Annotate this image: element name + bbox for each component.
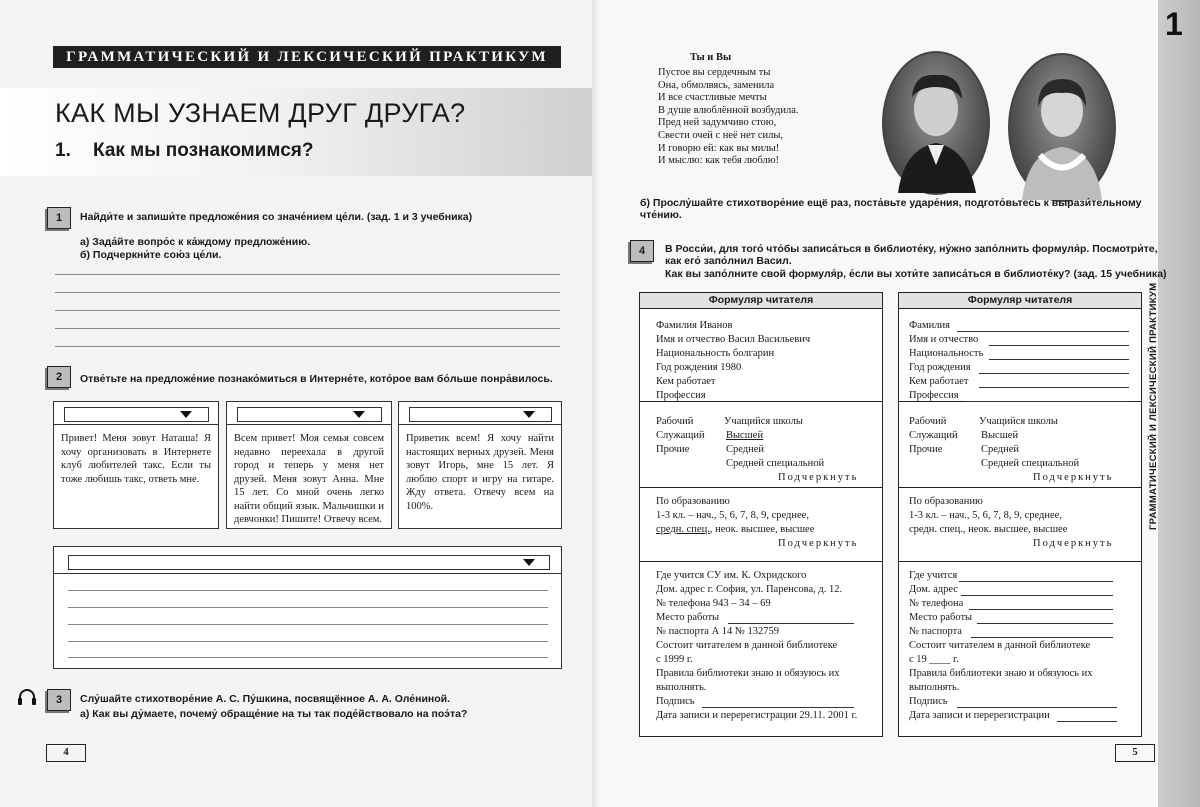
form-line[interactable]: средн. спец., неок. высшее, высшее	[909, 524, 1068, 535]
form-line: Дата записи и перерегистрации 29.11. 2001 г.	[656, 710, 858, 721]
task-1a: а) Зада́йте вопро́с к ка́ждому предложе́нию.	[80, 236, 311, 248]
message-card-anna	[226, 401, 392, 529]
form-line: Фамилия	[909, 320, 950, 331]
form-line: Где учится СУ им. К. Охридского	[656, 570, 807, 581]
blank-line[interactable]	[989, 359, 1129, 360]
poem-title: Ты и Вы	[690, 52, 732, 63]
option-student: Учащийся школы	[724, 416, 803, 427]
form-line: Имя и отчество	[909, 334, 979, 345]
form-line: По образованию	[656, 496, 730, 507]
answer-line[interactable]	[68, 657, 548, 658]
chevron-down-icon	[180, 411, 192, 418]
headphones-icon	[17, 688, 37, 711]
answer-line[interactable]	[68, 607, 548, 608]
divider	[399, 424, 561, 425]
form-line: Правила библиотеки знаю и обязуюсь их	[656, 668, 840, 679]
form-line: Год рождения	[909, 362, 971, 373]
task-2-number: 2	[47, 366, 71, 388]
divider	[54, 573, 561, 574]
form-line: Имя и отчество Васил Васильевич	[656, 334, 811, 345]
signature-line	[702, 707, 854, 708]
answer-line[interactable]	[55, 274, 560, 275]
option-employee[interactable]: Служащий	[909, 430, 958, 441]
blank-line[interactable]	[957, 331, 1129, 332]
form-line: № паспорта	[909, 626, 962, 637]
reply-box	[53, 546, 562, 669]
form-section-occupation	[640, 401, 882, 488]
poem-line: И все счастливые мечты	[658, 92, 767, 104]
form-line: Кем работает	[909, 376, 969, 387]
message-text: Всем привет! Моя семья совсем недавно переехала в другой город и теперь у меня нет друзей. Меня зовут Анна. Мне 15 лет. Со мной очень легко найти общий язык. Мальчишки и девчонки! Пишите! Отвечу всем.	[234, 433, 384, 525]
form-line: Где учится	[909, 570, 958, 581]
page-title: КАК МЫ УЗНАЕМ ДРУГ ДРУГА?	[55, 98, 466, 128]
blank-line[interactable]	[969, 609, 1113, 610]
pushkin-portrait	[882, 51, 990, 195]
blank-line[interactable]	[989, 345, 1129, 346]
section-heading	[55, 140, 313, 162]
underline-instruction: Подчеркнуть	[1033, 538, 1114, 549]
underline-instruction: Подчеркнуть	[778, 538, 859, 549]
underline-instruction: Подчеркнуть	[778, 472, 859, 483]
form-line: Профессия	[909, 390, 959, 401]
form-line: Кем работает	[656, 376, 716, 387]
poem-line: Она, обмолвясь, заменила	[658, 79, 775, 91]
task-1-text: Найди́те и запиши́те предложе́ния со значе́нием це́ли. (зад. 1 и 3 учебника)	[80, 211, 473, 223]
form-line: выполнять.	[656, 682, 707, 693]
signature-line[interactable]	[957, 707, 1117, 708]
blank-line[interactable]	[979, 373, 1129, 374]
dropdown[interactable]	[409, 407, 552, 422]
olenina-portrait	[1008, 53, 1116, 202]
form-line: 1-3 кл. – нач., 5, 6, 7, 8, 9, среднее,	[656, 510, 809, 521]
dropdown[interactable]	[237, 407, 382, 422]
form-title: Формуляр читателя	[640, 293, 882, 309]
option-higher: Высшей	[726, 430, 764, 441]
task-1b: б) Подчеркни́те сою́з це́ли.	[80, 249, 222, 261]
form-line	[656, 523, 814, 537]
form-line: Национальность	[909, 348, 984, 359]
task-4-number: 4	[630, 240, 654, 262]
page-number-left: 4	[46, 744, 86, 762]
side-label: ГРАММАТИЧЕСКИЙ И ЛЕКСИЧЕСКИЙ ПРАКТИКУМ	[1148, 282, 1159, 530]
message-card-igor	[398, 401, 562, 529]
option-secondary[interactable]: Средней	[981, 444, 1020, 455]
option-employee: Служащий	[656, 430, 705, 441]
chevron-down-icon	[353, 411, 365, 418]
form-line: Дата записи и перерегистрации	[909, 710, 1050, 721]
poem-line: Пред ней задумчиво стою,	[658, 117, 777, 129]
chevron-down-icon	[523, 559, 535, 566]
selected-option: средн. спец.	[656, 524, 710, 535]
option-higher[interactable]: Высшей	[981, 430, 1019, 441]
answer-line[interactable]	[55, 328, 560, 329]
chevron-down-icon	[523, 411, 535, 418]
form-title: Формуляр читателя	[899, 293, 1141, 309]
underline-instruction: Подчеркнуть	[1033, 472, 1114, 483]
task-4-line1: В Росси́и, для того́ что́бы записа́ться в библиоте́ку, ну́жно запо́лнить формуля́р. Посмотри́те,	[665, 243, 1158, 255]
option-worker: Рабочий	[656, 416, 694, 427]
message-text: Привет! Меня зовут Наташа! Я хочу организовать в Интернете клуб любителей такс. Если ты тоже любишь такс, ответь мне.	[61, 433, 211, 485]
task-3-number: 3	[47, 689, 71, 711]
form-line[interactable]: с 19 ____ г.	[909, 654, 959, 665]
form-line: Место работы	[656, 612, 720, 623]
form-line: Национальность болгарин	[656, 348, 775, 359]
option-secondary: Средней	[726, 444, 765, 455]
poem-line: Пустое вы сердечным ты	[658, 67, 771, 78]
form-line: Профессия	[656, 390, 706, 401]
form-line: № телефона	[909, 598, 964, 609]
form-line: № паспорта А 14 № 132759	[656, 626, 780, 637]
form-line: Состоит читателем в данной библиотеке	[909, 640, 1091, 651]
blank-line[interactable]	[979, 387, 1129, 388]
blank-line[interactable]	[959, 581, 1113, 582]
book-spine	[592, 0, 600, 807]
form-line: № телефона 943 – 34 – 69	[656, 598, 771, 609]
reader-form-blank	[898, 292, 1142, 737]
form-line: Дом. адрес	[909, 584, 958, 595]
answer-line[interactable]	[55, 346, 560, 347]
option-specialized[interactable]: Средней специальной	[981, 458, 1080, 469]
form-line[interactable]: 1-3 кл. – нач., 5, 6, 7, 8, 9, среднее,	[909, 510, 1062, 521]
form-line: Подпись	[656, 696, 695, 707]
blank-line[interactable]	[977, 623, 1113, 624]
section-number: 1.	[55, 140, 71, 161]
side-tab	[1158, 0, 1200, 807]
task-1-number: 1	[47, 207, 71, 229]
form-line: Подпись	[909, 696, 948, 707]
poem-line: И говорю ей: как вы милы!	[658, 142, 780, 154]
message-card-natasha	[53, 401, 219, 529]
chapter-tab-number: 1	[1165, 6, 1183, 42]
form-line: Дом. адрес г. София, ул. Паренсова, д. 12.	[656, 584, 843, 595]
form-line: Состоит читателем в данной библиотеке	[656, 640, 838, 651]
answer-line[interactable]	[68, 641, 548, 642]
poem-line: И мыслю: как тебя люблю!	[658, 155, 780, 167]
form-line: с 1999 г.	[656, 654, 693, 665]
blank-line	[728, 623, 854, 624]
divider	[227, 424, 391, 425]
form-section-occupation	[899, 401, 1141, 488]
form-line: По образованию	[909, 496, 983, 507]
option-specialized: Средней специальной	[726, 458, 825, 469]
form-line: Место работы	[909, 612, 973, 623]
form-text: , неок. высшее, высшее	[709, 524, 815, 535]
form-section-education	[640, 487, 882, 562]
answer-line[interactable]	[55, 310, 560, 311]
option-other: Прочие	[656, 444, 690, 455]
blank-line[interactable]	[971, 637, 1113, 638]
task-3a: а) Как вы ду́маете, почему́ обраще́ние на ты так поде́йствовало на поэ́та?	[80, 708, 468, 720]
dropdown[interactable]	[64, 407, 209, 422]
answer-line[interactable]	[68, 590, 548, 591]
poem-line: В душе влюблённой возбудила.	[658, 104, 799, 116]
form-line: выполнять.	[909, 682, 960, 693]
page-number-right: 5	[1115, 744, 1155, 762]
form-section-education	[899, 487, 1141, 562]
reader-form-filled	[639, 292, 883, 737]
blank-line[interactable]	[961, 595, 1113, 596]
poem-line: Свести очей с неё нет силы,	[658, 129, 784, 141]
dropdown[interactable]	[68, 555, 550, 570]
form-section-personal	[640, 309, 882, 402]
form-line: Фамилия Иванов	[656, 320, 733, 331]
form-section-personal	[899, 309, 1141, 402]
task-2-text: Отве́тьте на предложе́ние познако́миться в Интерне́те, кото́рое вам бо́льше понра́вилось.	[80, 373, 553, 385]
blank-line[interactable]	[1057, 721, 1117, 722]
option-other[interactable]: Прочие	[909, 444, 943, 455]
section-title: Как мы познакомимся?	[93, 140, 314, 161]
task-4-line3: Как вы запо́лните свой формуля́р, е́сли вы хоти́те записа́ться в библиоте́ку? (зад. 15 учебника)	[665, 268, 1167, 280]
form-line: Год рождения 1980	[656, 362, 742, 373]
task-3-text: Слу́шайте стихотворе́ние А. С. Пу́шкина, посвящённое А. А. Оле́ниной.	[80, 693, 451, 705]
divider	[54, 424, 218, 425]
poem-body	[658, 67, 799, 168]
answer-line[interactable]	[55, 292, 560, 293]
form-line: Правила библиотеки знаю и обязуюсь их	[909, 668, 1093, 679]
section-banner: ГРАММАТИЧЕСКИЙ И ЛЕКСИЧЕСКИЙ ПРАКТИКУМ	[53, 46, 561, 68]
message-text: Приветик всем! Я хочу найти настоящих верных друзей. Меня зовут Игорь, мне 15 лет. Я люблю спорт и игру на гитаре. Жду ответа. Отвечу всем на 100%.	[406, 433, 554, 512]
option-worker[interactable]: Рабочий	[909, 416, 947, 427]
answer-line[interactable]	[68, 624, 548, 625]
task-3b-text: б) Прослу́шайте стихотворе́ние ещё раз, поста́вьте ударе́ния, подгото́вьтесь к вырази́тельному чте́нию.	[640, 197, 1142, 221]
task-4-line2: как его́ запо́лнил Васил.	[665, 255, 792, 267]
option-student[interactable]: Учащийся школы	[979, 416, 1058, 427]
